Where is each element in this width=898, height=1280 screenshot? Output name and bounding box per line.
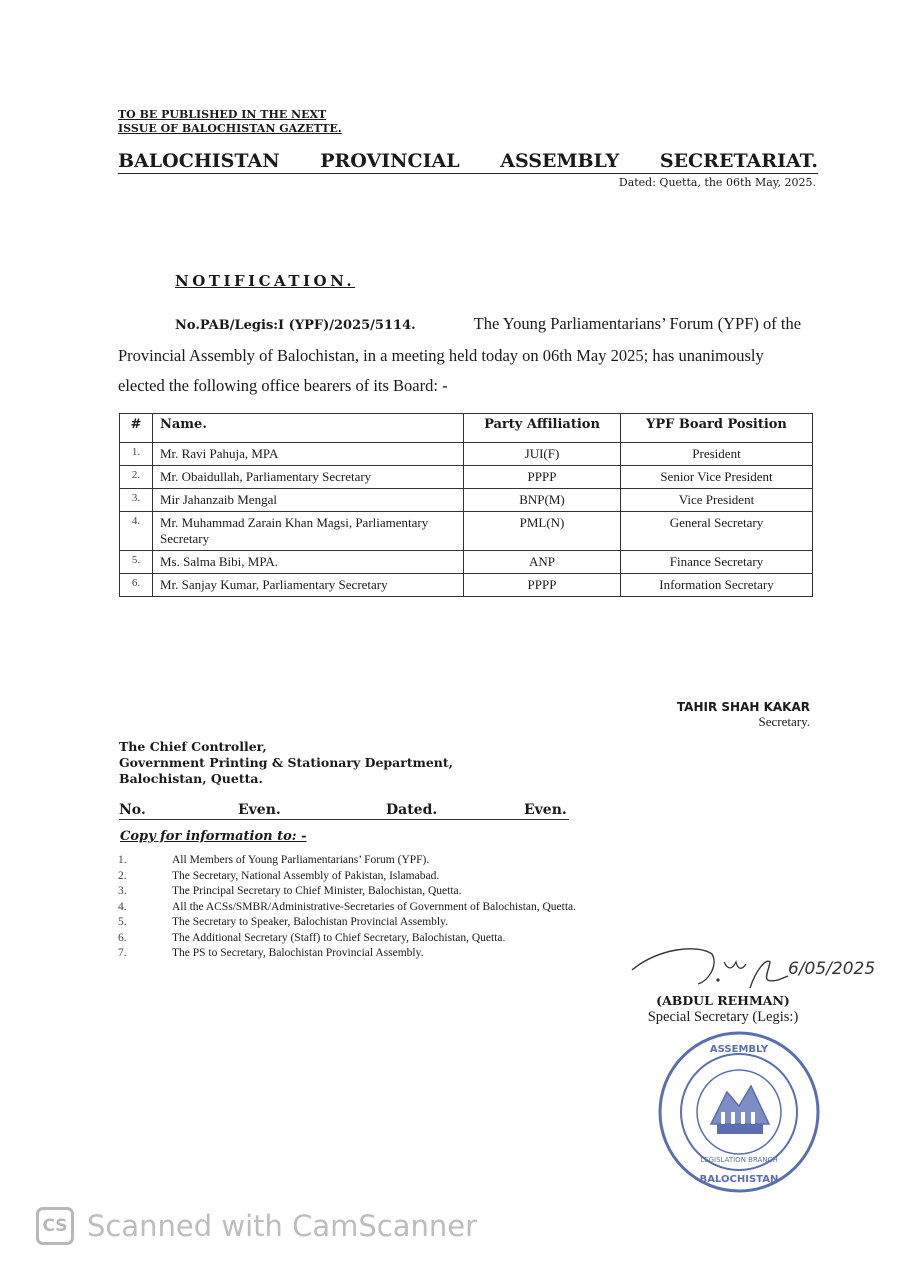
svg-text:BALOCHISTAN: BALOCHISTAN bbox=[699, 1174, 779, 1185]
camscanner-icon: CS bbox=[36, 1207, 74, 1245]
number-line bbox=[119, 802, 569, 820]
copy-heading: Copy for information to: - bbox=[120, 829, 307, 844]
board-position: General Secretary bbox=[621, 512, 813, 551]
member-name: Mr. Obaidullah, Parliamentary Secretary bbox=[153, 466, 464, 489]
board-position: President bbox=[621, 443, 813, 466]
svg-text:LEGISLATION BRANCH: LEGISLATION BRANCH bbox=[700, 1156, 778, 1164]
reference-number: No.PAB/Legis:I (YPF)/2025/5114. bbox=[175, 318, 416, 333]
party-affiliation: JUI(F) bbox=[464, 443, 621, 466]
party-affiliation: PPPP bbox=[464, 466, 621, 489]
member-name: Mr. Ravi Pahuja, MPA bbox=[153, 443, 464, 466]
number-label: No. bbox=[119, 802, 146, 818]
official-stamp bbox=[655, 1030, 823, 1194]
board-position: Finance Secretary bbox=[621, 551, 813, 574]
dated-label: Dated. bbox=[386, 802, 438, 818]
number-even: Even. bbox=[238, 802, 281, 818]
row-number: 5. bbox=[120, 551, 153, 574]
office-bearers-table bbox=[119, 413, 813, 597]
board-position: Vice President bbox=[621, 489, 813, 512]
list-item: 3. The Principal Secretary to Chief Minister, Balochistan, Quetta. bbox=[118, 885, 462, 897]
party-affiliation: PML(N) bbox=[464, 512, 621, 551]
table-row bbox=[120, 466, 813, 489]
row-number: 1. bbox=[120, 443, 153, 466]
publication-note-line-1: TO BE PUBLISHED IN THE NEXT bbox=[118, 108, 327, 121]
board-position: Senior Vice President bbox=[621, 466, 813, 489]
address-line: The Chief Controller, bbox=[119, 739, 267, 754]
header-position: YPF Board Position bbox=[621, 414, 813, 443]
recipient-address bbox=[119, 739, 453, 787]
member-name: Mr. Muhammad Zarain Khan Magsi, Parliamentary Secretary bbox=[153, 512, 464, 551]
party-affiliation: PPPP bbox=[464, 574, 621, 597]
document-heading bbox=[118, 150, 818, 174]
list-item: 6. The Additional Secretary (Staff) to Chief Secretary, Balochistan, Quetta. bbox=[118, 931, 506, 944]
signatory-name: TAHIR SHAH KAKAR bbox=[676, 700, 810, 714]
header-name: Name. bbox=[153, 414, 464, 443]
address-line: Government Printing & Stationary Department, bbox=[119, 755, 453, 770]
notification-title: NOTIFICATION. bbox=[175, 272, 356, 290]
party-affiliation: ANP bbox=[464, 551, 621, 574]
board-position: Information Secretary bbox=[621, 574, 813, 597]
row-number: 3. bbox=[120, 489, 153, 512]
heading-word: ASSEMBLY bbox=[500, 150, 620, 172]
list-item: 1. All Members of Young Parliamentarians’ Forum (YPF). bbox=[118, 854, 430, 866]
body-text-2: (YPF) of the Provincial Assembly of Balochistan, in a meeting held today on 06th May 2025; has unanimously elected the following office bearers of its Board: - bbox=[118, 314, 802, 395]
table-header-row bbox=[120, 414, 813, 443]
handwritten-date: 6/05/2025 bbox=[788, 959, 876, 979]
dated-even: Even. bbox=[524, 802, 567, 818]
list-item: 5. The Secretary to Speaker, Balochistan Provincial Assembly. bbox=[118, 916, 448, 928]
party-affiliation: BNP(M) bbox=[464, 489, 621, 512]
camscanner-text: Scanned with CamScanner bbox=[87, 1209, 478, 1243]
list-item: 7. The PS to Secretary, Balochistan Provincial Assembly. bbox=[118, 947, 424, 959]
signatory-secretary bbox=[660, 700, 810, 730]
dated-line: Dated: Quetta, the 06th May, 2025. bbox=[618, 176, 816, 189]
member-name: Ms. Salma Bibi, MPA. bbox=[153, 551, 464, 574]
notification-body bbox=[118, 309, 813, 401]
header-party: Party Affiliation bbox=[464, 414, 621, 443]
signatory-designation: Secretary. bbox=[758, 714, 810, 729]
table-row bbox=[120, 443, 813, 466]
list-item: 2. The Secretary, National Assembly of Pakistan, Islamabad. bbox=[118, 869, 440, 882]
heading-word: SECRETARIAT. bbox=[659, 150, 818, 172]
address-line: Balochistan, Quetta. bbox=[119, 771, 263, 786]
heading-word: BALOCHISTAN bbox=[118, 150, 280, 172]
member-name: Mr. Sanjay Kumar, Parliamentary Secretary bbox=[153, 574, 464, 597]
publication-note-line-2: ISSUE OF BALOCHISTAN GAZETTE. bbox=[118, 122, 342, 135]
list-item: 4. All the ACSs/SMBR/Administrative-Secretaries of Government of Balochistan, Quetta. bbox=[118, 900, 577, 913]
row-number: 4. bbox=[120, 512, 153, 551]
body-text-1: The Young Parliamentarians’ Forum bbox=[473, 314, 714, 333]
row-number: 6. bbox=[120, 574, 153, 597]
table-row bbox=[120, 574, 813, 597]
svg-text:ASSEMBLY: ASSEMBLY bbox=[709, 1044, 769, 1055]
signatory-designation: Special Secretary (Legis:) bbox=[647, 1009, 799, 1025]
publication-note bbox=[118, 108, 342, 136]
table-row bbox=[120, 489, 813, 512]
camscanner-watermark bbox=[36, 1207, 477, 1245]
header-number: # bbox=[120, 414, 153, 443]
table-row bbox=[120, 551, 813, 574]
copy-list bbox=[118, 853, 576, 962]
row-number: 2. bbox=[120, 466, 153, 489]
signatory-name: (ABDUL REHMAN) bbox=[656, 993, 790, 1008]
member-name: Mir Jahanzaib Mengal bbox=[153, 489, 464, 512]
signatory-special-secretary bbox=[628, 993, 818, 1026]
table-row bbox=[120, 512, 813, 551]
heading-word: PROVINCIAL bbox=[320, 150, 460, 172]
